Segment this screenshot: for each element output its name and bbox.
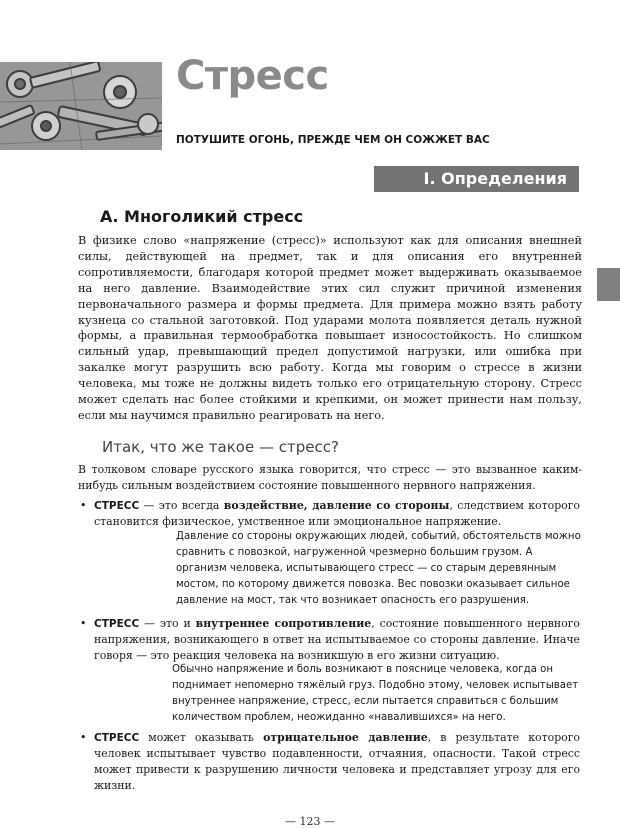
dictionary-definition: В толковом словаре русского языка говорится, что стресс — это вызванное каким-нибудь сильным воздействием состояние повышенного нервного напряжения.: [78, 463, 582, 492]
bullet-text: — это и: [139, 617, 196, 630]
keys-illustration: [0, 62, 162, 150]
bullet-emphasis: отрицательное давление: [263, 731, 428, 744]
definition-bullet: [80, 616, 580, 664]
bullet-text: , следствием которого становится физическое, умственное или эмоциональное напряжение.: [94, 499, 580, 528]
bullet-emphasis: воздействие, давление со стороны: [223, 499, 450, 512]
intro-paragraph: В физике слово «напряжение (стресс)» используют как для описания внешней силы, действующей на предмет, так и для описания его внутренней сопротивляемости, благодаря которой предмет может выдерживать оказываемое на него давление. Взаимодействие этих сил служит причиной изменения первоначального размера и формы предмета. Для примера можно взять работу кузнеца со стальной заготовкой. Под ударами молота появляется деталь нужной формы, а правильная термообработка повышает износостойкость. Но слишком сильный удар, превышающий предел допустимой нагрузки, или ошибка при закалке могут разрушить всю работу. Когда мы говорим о стрессе в жизни человека, мы тоже не должны видеть только его отрицательную сторону. Стресс может сделать нас более стойкими и крепкими, он может принести нам пользу, если мы научимся правильно реагировать на него.: [78, 234, 582, 422]
page-number: — 123 —: [285, 815, 335, 828]
definition-bullet: [80, 730, 580, 794]
chapter-title: Стресс: [176, 53, 329, 99]
example-note: Давление со стороны окружающих людей, событий, обстоятельств можно сравнить с повозкой, нагруженной чрезмерно большим грузом. А организм человека, испытывающего стресс — со старым деревянным мостом, по которому движется повозка. Вес повозки оказывает сильное давление на мост, так что возникает опасность его разрушения.: [176, 531, 581, 606]
bullet-text: , состояние повышенного нервного напряжения, возникающего в ответ на испытываемое со стороны давление. Иначе говоря — это реакция человека на возникшую в его жизни ситуацию.: [94, 617, 580, 662]
question-heading: Итак, что же такое — стресс?: [102, 438, 339, 456]
chapter-thumb-tab: [597, 268, 620, 301]
example-note: Обычно напряжение и боль возникают в пояснице человека, когда он поднимает непомерно тяжёлый груз. Подобно этому, человек испытывает внутреннее напряжение, стресс, если пытается справиться с большим количеством проблем, неожиданно «навалившихся» на него.: [172, 664, 579, 723]
chapter-subtitle: ПОТУШИТЕ ОГОНЬ, ПРЕЖДЕ ЧЕМ ОН СОЖЖЕТ ВАС: [176, 134, 490, 146]
subsection-heading: А. Многоликий стресс: [100, 207, 304, 226]
bullet-emphasis: внутреннее сопротивление: [195, 617, 372, 630]
bullet-dot-icon: •: [80, 731, 87, 744]
bullet-text: — это всегда: [139, 499, 224, 512]
bullet-term: СТРЕСС: [94, 500, 140, 512]
definition-bullet: [80, 498, 580, 530]
section-heading-bar: I. Определения: [374, 166, 579, 192]
bullet-term: СТРЕСС: [94, 618, 140, 630]
bullet-text: может оказывать: [139, 731, 264, 744]
chapter-photo-keys: [0, 62, 162, 150]
bullet-dot-icon: •: [80, 499, 87, 512]
bullet-text: , в результате которого человек испытывает чувство подавленности, отчаяния, опасности. Такой стресс может привести к разрушению личности человека и представляет угрозу для его жизни.: [94, 731, 580, 792]
bullet-dot-icon: •: [80, 617, 87, 630]
bullet-term: СТРЕСС: [94, 732, 140, 744]
